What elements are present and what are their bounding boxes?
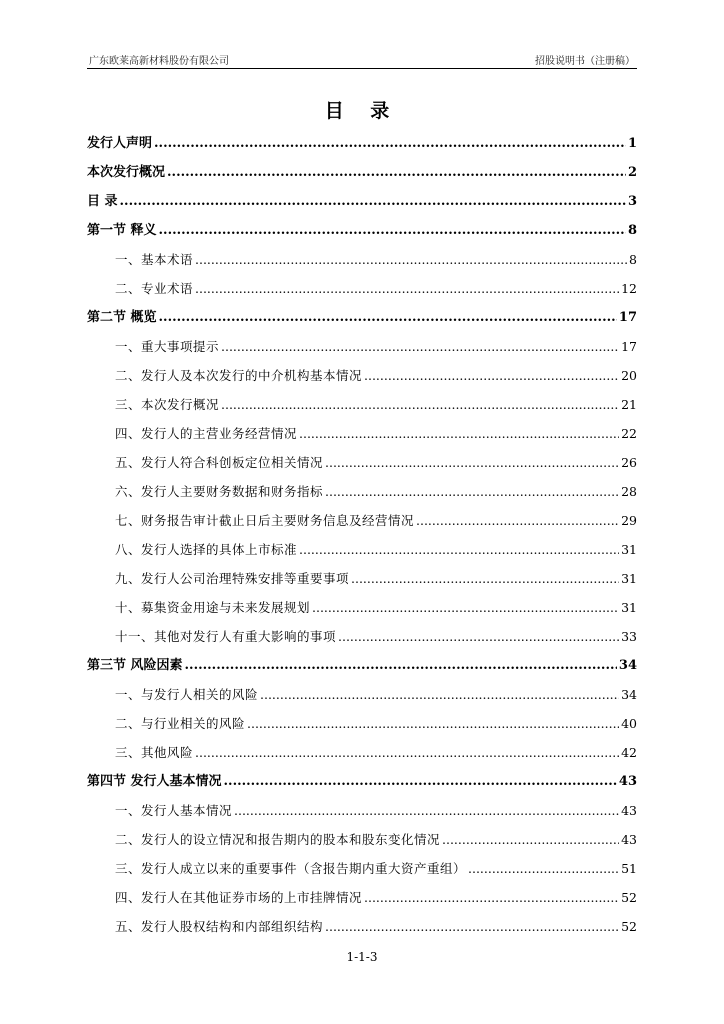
toc-entry-title: 五、发行人符合科创板定位相关情况 <box>115 455 324 470</box>
toc-dot-leader <box>442 825 619 854</box>
toc-entry-title: 目 录 <box>87 194 118 209</box>
toc-entry-title: 第一节 释义 <box>87 223 157 238</box>
toc-entry-page: 21 <box>621 397 637 412</box>
toc-dot-leader <box>167 158 626 187</box>
toc-subentry[interactable] <box>87 796 637 825</box>
toc-entry-title: 本次发行概况 <box>87 165 166 180</box>
toc-dot-leader <box>185 651 617 680</box>
toc-subentry[interactable] <box>87 680 637 709</box>
toc-subentry[interactable] <box>87 825 637 854</box>
page-header <box>87 50 637 69</box>
toc-entry-page: 29 <box>621 513 637 528</box>
toc-entry-title: 八、发行人选择的具体上市标准 <box>115 542 298 557</box>
toc-dot-leader <box>221 332 619 361</box>
toc-dot-leader <box>325 912 619 941</box>
table-of-contents <box>87 129 637 941</box>
toc-dot-leader <box>159 216 626 245</box>
toc-subentry[interactable] <box>87 883 637 912</box>
toc-entry-title: 二、与行业相关的风险 <box>115 716 246 731</box>
toc-dot-leader <box>312 593 619 622</box>
toc-entry-title: 十、募集资金用途与未来发展规划 <box>115 600 311 615</box>
toc-entry-page: 31 <box>621 600 637 615</box>
page-number: 1-1-3 <box>346 950 378 964</box>
toc-entry-title: 四、发行人的主营业务经营情况 <box>115 426 298 441</box>
page-title: 目 录 <box>324 100 400 122</box>
toc-subentry[interactable] <box>87 622 637 651</box>
toc-entry-title: 第三节 风险因素 <box>87 658 183 673</box>
toc-entry-title: 四、发行人在其他证券市场的上市挂牌情况 <box>115 890 363 905</box>
toc-entry-page: 43 <box>618 774 637 789</box>
toc-dot-leader <box>120 187 626 216</box>
toc-entry-page: 43 <box>621 832 637 847</box>
toc-subentry[interactable] <box>87 506 637 535</box>
toc-entry-title: 十一、其他对发行人有重大影响的事项 <box>115 629 337 644</box>
toc-entry-page: 12 <box>621 281 637 296</box>
header-company-name: 广东欧莱高新材料股份有限公司 <box>89 56 229 67</box>
toc-dot-leader <box>299 535 619 564</box>
toc-entry-title: 二、专业术语 <box>115 281 194 296</box>
toc-entry-section-3[interactable] <box>87 651 637 680</box>
toc-dot-leader <box>364 883 619 912</box>
toc-entry-title: 二、发行人的设立情况和报告期内的股本和股东变化情况 <box>115 832 441 847</box>
toc-subentry[interactable] <box>87 245 637 274</box>
toc-entry-title: 发行人声明 <box>87 136 153 151</box>
toc-entry-title: 九、发行人公司治理特殊安排等重要事项 <box>115 571 350 586</box>
toc-entry-title: 七、财务报告审计截止日后主要财务信息及经营情况 <box>115 513 415 528</box>
header-document-type: 招股说明书（注册稿） <box>535 56 635 67</box>
toc-entry-title: 一、基本术语 <box>115 252 194 267</box>
toc-subentry[interactable] <box>87 419 637 448</box>
toc-entry-page: 52 <box>621 890 637 905</box>
toc-dot-leader <box>468 854 619 883</box>
toc-entry-title: 第二节 概览 <box>87 310 157 325</box>
toc-subentry[interactable] <box>87 709 637 738</box>
toc-entry-title: 五、发行人股权结构和内部组织结构 <box>115 919 324 934</box>
toc-entry-title: 一、重大事项提示 <box>115 339 220 354</box>
toc-entry-page: 22 <box>621 426 637 441</box>
toc-subentry[interactable] <box>87 912 637 941</box>
toc-dot-leader <box>221 390 619 419</box>
toc-dot-leader <box>195 245 627 274</box>
toc-entry-page: 28 <box>621 484 637 499</box>
toc-subentry[interactable] <box>87 593 637 622</box>
toc-entry-section-4[interactable] <box>87 767 637 796</box>
toc-entry-page: 43 <box>621 803 637 818</box>
toc-entry-page: 17 <box>621 339 637 354</box>
toc-entry-offering-overview[interactable] <box>87 158 637 187</box>
toc-subentry[interactable] <box>87 332 637 361</box>
toc-entry-page: 31 <box>621 542 637 557</box>
toc-entry-page: 8 <box>627 223 637 238</box>
toc-entry-page: 42 <box>621 745 637 760</box>
toc-subentry[interactable] <box>87 535 637 564</box>
toc-entry-page: 8 <box>629 252 637 267</box>
toc-entry-title: 三、发行人成立以来的重要事件（含报告期内重大资产重组） <box>115 861 467 876</box>
toc-dot-leader <box>224 767 617 796</box>
toc-dot-leader <box>325 477 619 506</box>
toc-entry-issuer-statement[interactable] <box>87 129 637 158</box>
toc-entry-section-1[interactable] <box>87 216 637 245</box>
toc-entry-section-2[interactable] <box>87 303 637 332</box>
toc-dot-leader <box>195 274 619 303</box>
toc-entry-page: 52 <box>621 919 637 934</box>
toc-subentry[interactable] <box>87 854 637 883</box>
toc-dot-leader <box>247 709 619 738</box>
toc-entry-page: 51 <box>621 861 637 876</box>
toc-entry-page: 1 <box>627 136 637 151</box>
toc-entry-page: 40 <box>621 716 637 731</box>
toc-dot-leader <box>195 738 619 767</box>
toc-dot-leader <box>154 129 626 158</box>
toc-dot-leader <box>299 419 619 448</box>
toc-entry-title: 第四节 发行人基本情况 <box>87 774 222 789</box>
toc-dot-leader <box>351 564 619 593</box>
toc-subentry[interactable] <box>87 361 637 390</box>
toc-dot-leader <box>234 796 619 825</box>
toc-entry-contents[interactable] <box>87 187 637 216</box>
toc-entry-title: 一、与发行人相关的风险 <box>115 687 259 702</box>
toc-entry-page: 17 <box>618 310 637 325</box>
toc-entry-title: 一、发行人基本情况 <box>115 803 233 818</box>
toc-entry-title: 三、其他风险 <box>115 745 194 760</box>
toc-entry-title: 二、发行人及本次发行的中介机构基本情况 <box>115 368 363 383</box>
toc-dot-leader <box>364 361 619 390</box>
toc-subentry[interactable] <box>87 564 637 593</box>
toc-entry-page: 2 <box>627 165 637 180</box>
toc-entry-page: 20 <box>621 368 637 383</box>
toc-dot-leader <box>416 506 619 535</box>
toc-entry-page: 3 <box>627 194 637 209</box>
toc-entry-page: 34 <box>621 687 637 702</box>
toc-dot-leader <box>159 303 617 332</box>
toc-subentry[interactable] <box>87 477 637 506</box>
toc-entry-title: 三、本次发行概况 <box>115 397 220 412</box>
toc-dot-leader <box>260 680 619 709</box>
toc-entry-page: 33 <box>621 629 637 644</box>
toc-entry-page: 26 <box>621 455 637 470</box>
toc-dot-leader <box>338 622 619 651</box>
toc-entry-page: 31 <box>621 571 637 586</box>
toc-entry-title: 六、发行人主要财务数据和财务指标 <box>115 484 324 499</box>
toc-subentry[interactable] <box>87 738 637 767</box>
toc-subentry[interactable] <box>87 390 637 419</box>
toc-subentry[interactable] <box>87 448 637 477</box>
toc-entry-page: 34 <box>618 658 637 673</box>
toc-subentry[interactable] <box>87 274 637 303</box>
toc-dot-leader <box>325 448 619 477</box>
